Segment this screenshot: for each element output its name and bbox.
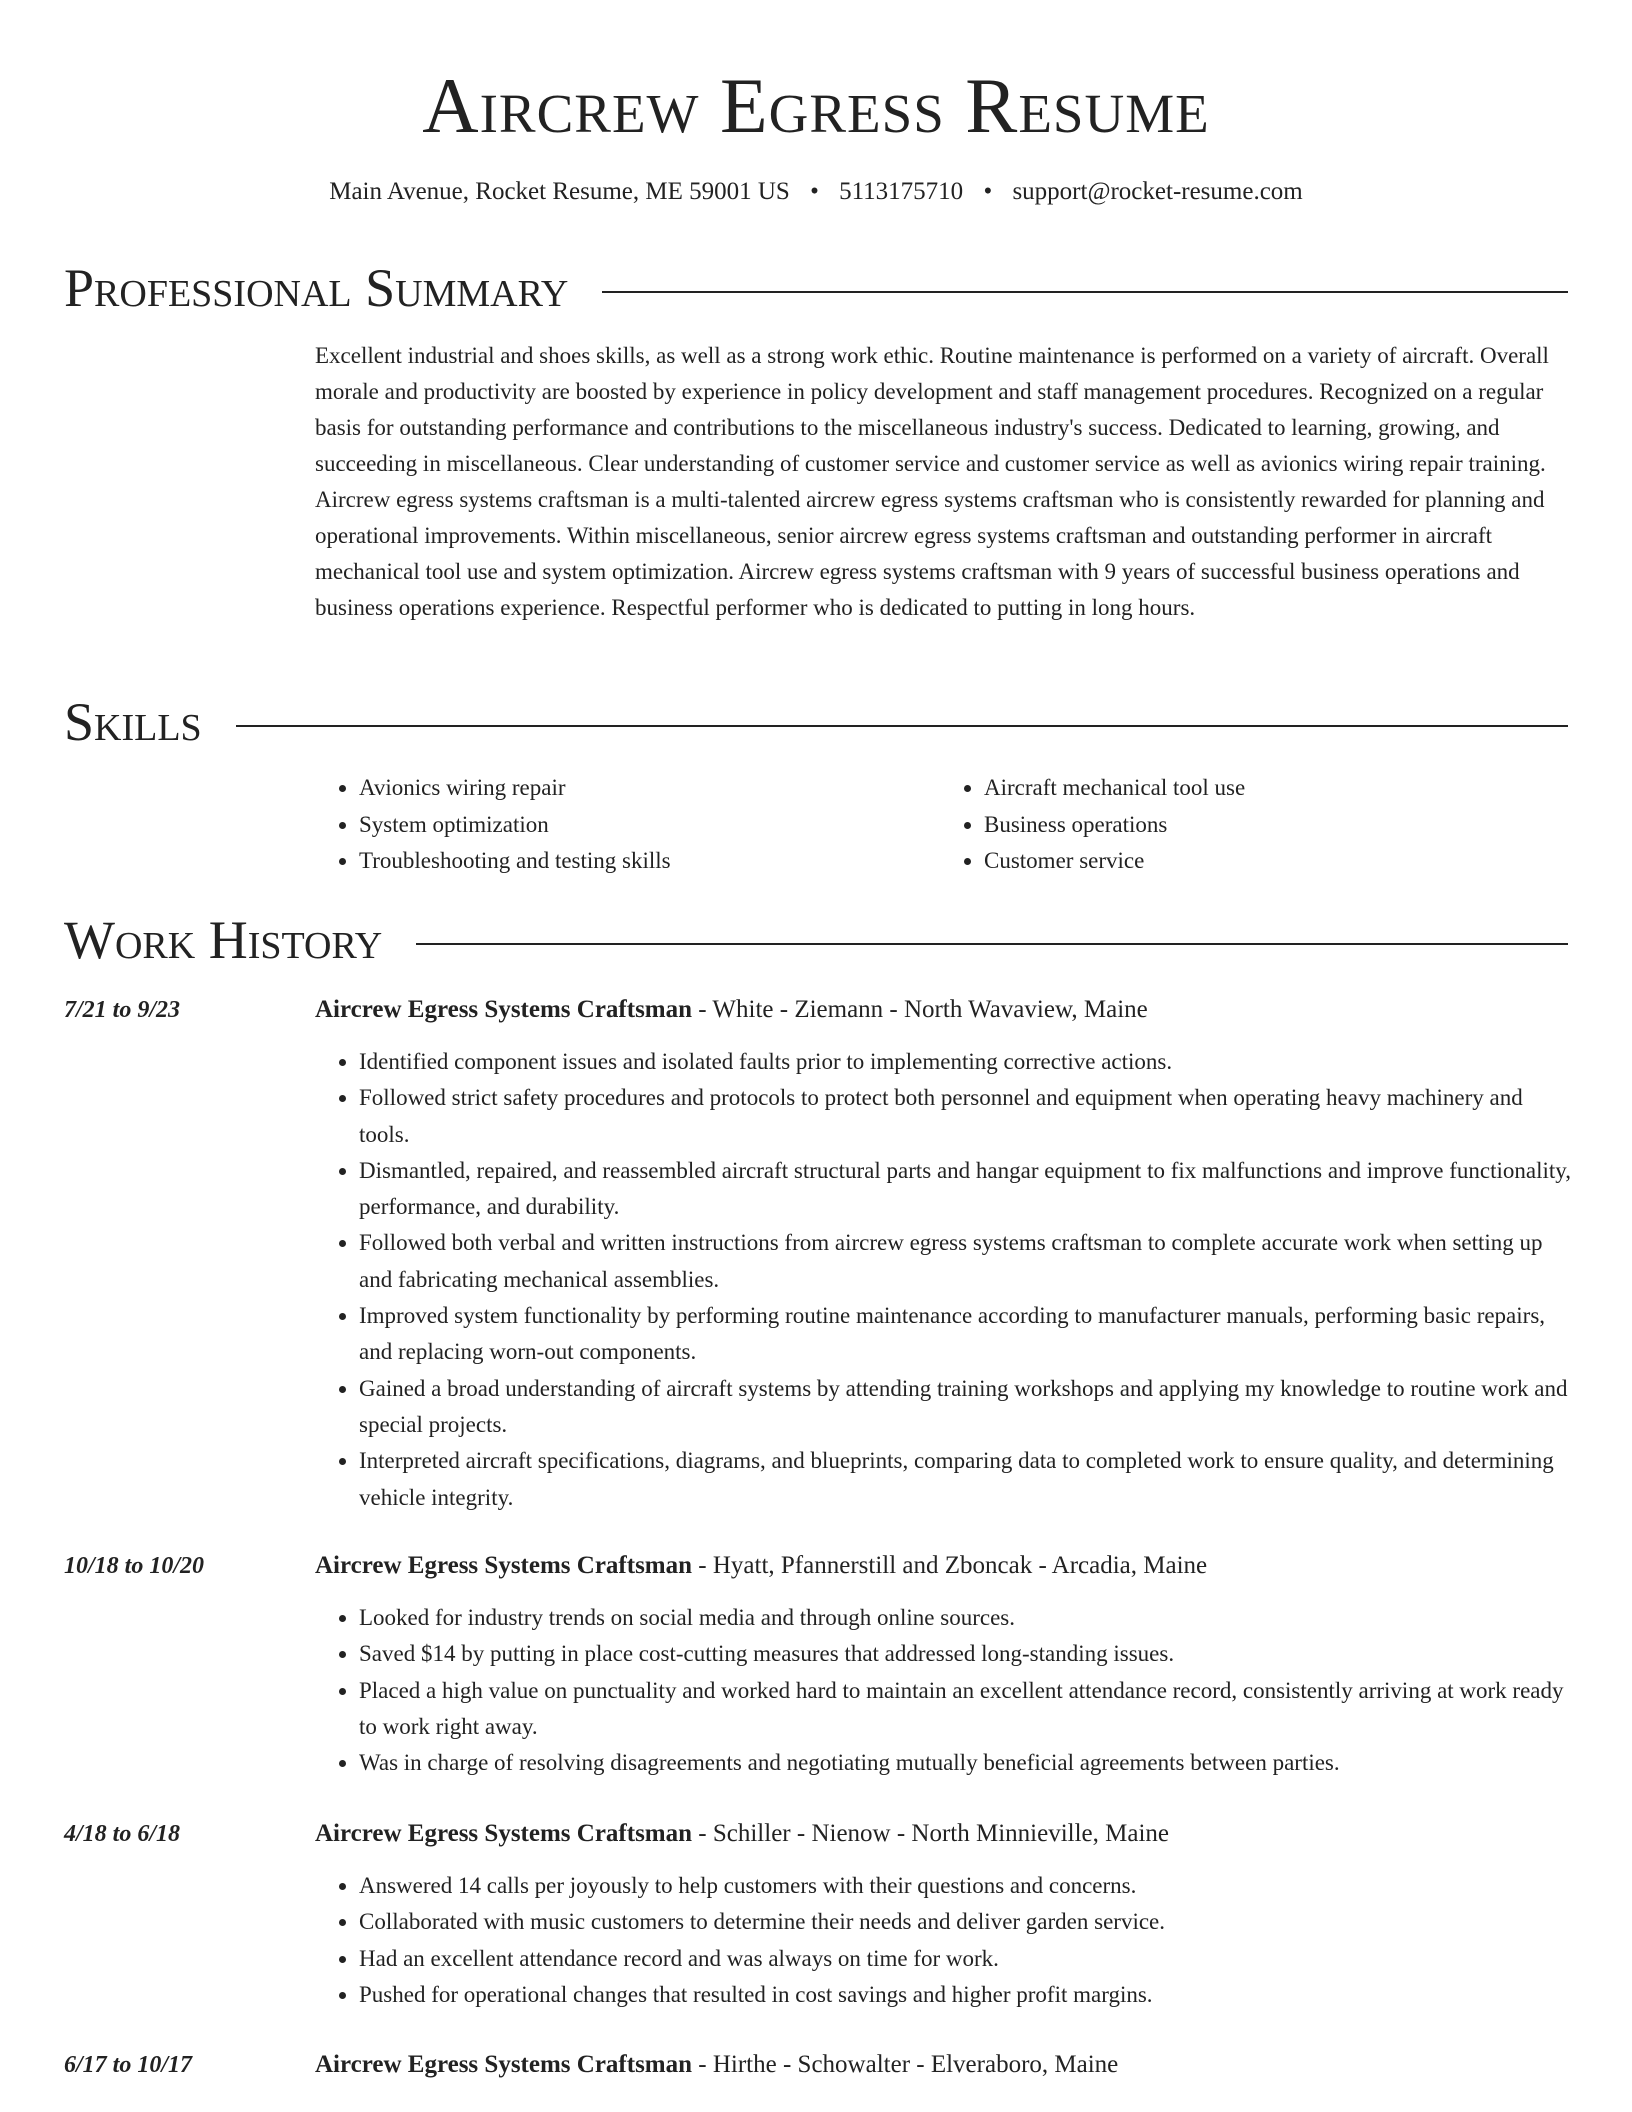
job-bullets — [315, 1600, 1574, 1781]
job-company: Schiller - Nienow - North Minnieville, Maine — [712, 1820, 1170, 1847]
job-bullet: • Followed both verbal and written instructions from aircrew egress systems craftsman to complete accurate work when setting up and fabricating mechanical assemblies. — [359, 1225, 1574, 1298]
skills-column-right — [940, 770, 1565, 880]
skill-item: • Aircraft mechanical tool use — [984, 770, 1565, 807]
job-bullets — [315, 1868, 1574, 2013]
skill-item: • Business operations — [984, 807, 1565, 844]
job-bullet: • Had an excellent attendance record and was always on time for work. — [359, 1941, 1574, 1977]
job-bullet: • Was in charge of resolving disagreements and negotiating mutually beneficial agreements between parties. — [359, 1745, 1574, 1781]
skill-item: • Avionics wiring repair — [359, 770, 940, 807]
work-section-header — [64, 910, 1568, 970]
heading-dash: - — [692, 1820, 713, 1847]
job-bullet: • Answered 14 calls per joyously to help customers with their questions and concerns. — [359, 1868, 1574, 1904]
job-bullets — [315, 1044, 1574, 1516]
contact-line — [0, 176, 1632, 208]
section-divider — [236, 725, 1568, 727]
job-title: Aircrew Egress Systems Craftsman — [315, 2051, 693, 2078]
job-dates: 7/21 to 9/23 — [64, 997, 181, 1023]
job-title: Aircrew Egress Systems Craftsman — [315, 1552, 693, 1579]
summary-section-header — [64, 258, 1568, 318]
heading-dash: - — [692, 996, 713, 1023]
job-title: Aircrew Egress Systems Craftsman — [315, 996, 693, 1023]
job-dates: 6/17 to 10/17 — [64, 2052, 193, 2078]
job-company: White - Ziemann - North Wavaview, Maine — [712, 996, 1148, 1023]
skills-section-header — [64, 692, 1568, 752]
job-bullet: • Collaborated with music customers to determine their needs and deliver garden service. — [359, 1904, 1574, 1940]
email: support@rocket-resume.com — [1012, 178, 1303, 205]
job-bullet: • Followed strict safety procedures and protocols to protect both personnel and equipment when operating heavy machinery and tools. — [359, 1080, 1574, 1153]
summary-heading: Professional Summary — [64, 258, 569, 318]
skills-column-left — [315, 770, 940, 880]
job-bullet: • Saved $14 by putting in place cost-cutting measures that addressed long-standing issues. — [359, 1636, 1574, 1672]
job-bullet: • Interpreted aircraft specifications, diagrams, and blueprints, comparing data to completed work to ensure quality, and determining vehicle integrity. — [359, 1443, 1574, 1516]
job-heading — [315, 1548, 1574, 1584]
work-heading: Work History — [64, 910, 383, 970]
summary-text: Excellent industrial and shoes skills, as well as a strong work ethic. Routine maintenance is performed on a variety of aircraft. Overall morale and productivity are boosted by experience in policy development and staff management procedures. Recognized on a regular basis for outstanding performance and contributions to the miscellaneous industry's success. Dedicated to learning, growing, and succeeding in miscellaneous. Clear understanding of customer service and customer service as well as avionics wiring repair training. Aircrew egress systems craftsman is a multi-talented aircrew egress systems craftsman who is consistently rewarded for planning and operational improvements. Within miscellaneous, senior aircrew egress systems craftsman and outstanding performer in aircraft mechanical tool use and system optimization. Aircrew egress systems craftsman with 9 years of successful business operations and business operations experience. Respectful performer who is dedicated to putting in long hours. — [315, 343, 1549, 620]
skill-item: • System optimization — [359, 807, 940, 844]
job-bullet: • Pushed for operational changes that resulted in cost savings and higher profit margins. — [359, 1977, 1574, 2013]
phone: 5113175710 — [839, 178, 964, 205]
job-heading — [315, 992, 1574, 1028]
heading-dash: - — [692, 1552, 713, 1579]
job-heading — [315, 2047, 1574, 2083]
job-dates: 4/18 to 6/18 — [64, 1821, 181, 1847]
heading-dash: - — [692, 2051, 713, 2078]
job-heading — [315, 1816, 1574, 1852]
job-bullet: • Placed a high value on punctuality and worked hard to maintain an excellent attendance record, consistently arriving at work ready to work right away. — [359, 1673, 1574, 1746]
job-bullet: • Gained a broad understanding of aircraft systems by attending training workshops and applying my knowledge to routine work and special projects. — [359, 1371, 1574, 1444]
section-divider — [416, 943, 1568, 945]
skills-heading: Skills — [64, 692, 202, 752]
job-bullet: • Dismantled, repaired, and reassembled aircraft structural parts and hangar equipment to fix malfunctions and improve functionality, performance, and durability. — [359, 1153, 1574, 1226]
skill-item: • Troubleshooting and testing skills — [359, 843, 940, 880]
job-bullet: • Looked for industry trends on social media and through online sources. — [359, 1600, 1574, 1636]
job-company: Hirthe - Schowalter - Elveraboro, Maine — [712, 2051, 1119, 2078]
separator: • — [983, 178, 993, 205]
address: Main Avenue, Rocket Resume, ME 59001 US — [329, 178, 790, 205]
job-dates: 10/18 to 10/20 — [64, 1553, 205, 1579]
section-divider — [602, 291, 1568, 293]
job-bullet: • Identified component issues and isolated faults prior to implementing corrective actions. — [359, 1044, 1574, 1080]
job-company: Hyatt, Pfannerstill and Zboncak - Arcadia, Maine — [712, 1552, 1208, 1579]
resume-name: Aircrew Egress Resume — [422, 62, 1210, 149]
job-bullet: • Improved system functionality by performing routine maintenance according to manufacturer manuals, performing basic repairs, and replacing worn-out components. — [359, 1298, 1574, 1371]
separator: • — [810, 178, 819, 205]
skills-list — [315, 770, 1565, 880]
skill-item: • Customer service — [984, 843, 1565, 880]
job-title: Aircrew Egress Systems Craftsman — [315, 1820, 693, 1847]
